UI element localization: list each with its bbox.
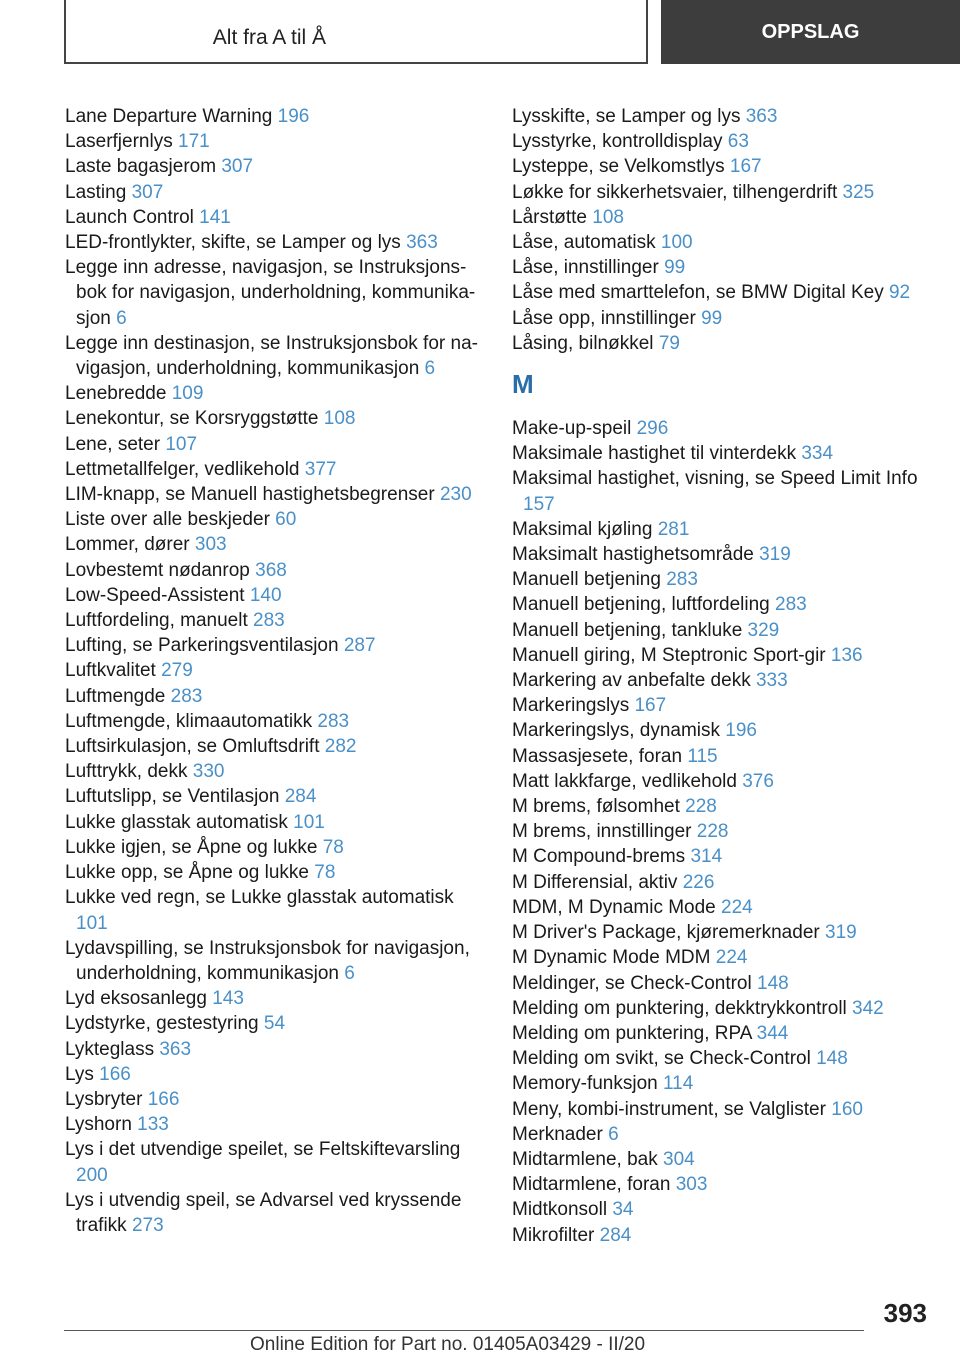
index-entry-text: Laste bagasjerom (65, 156, 217, 178)
index-entry (65, 558, 485, 583)
index-entry (512, 180, 932, 205)
index-entry-text: Laserfjernlys (65, 131, 173, 153)
index-page-link[interactable]: 6 (424, 358, 436, 380)
index-entry-text: Lommer, dører (65, 534, 190, 556)
index-entry-text: Midtkonsoll (512, 1199, 608, 1221)
index-entry (65, 129, 485, 154)
index-page-link[interactable]: 329 (747, 619, 780, 641)
index-page-link[interactable]: 101 (76, 912, 108, 934)
index-entry (512, 280, 932, 305)
index-page-link[interactable]: 284 (599, 1224, 632, 1246)
index-page-link[interactable]: 284 (284, 786, 317, 808)
index-page-link[interactable]: 283 (317, 710, 350, 732)
index-entry (65, 1087, 485, 1112)
index-entry-text: Lysstyrke, kontrolldisplay (512, 131, 723, 153)
index-entry (65, 1137, 485, 1187)
page-number: 393 (883, 1298, 927, 1328)
index-page-link[interactable]: 342 (852, 997, 884, 1019)
index-entry-text: Lys i det utvendige speilet, se Feltskiftevarsling (65, 1139, 461, 1161)
index-entry (65, 381, 485, 406)
index-entry (65, 532, 485, 557)
index-entry (65, 784, 485, 809)
index-entry (65, 180, 485, 205)
index-page-link[interactable]: 99 (701, 307, 723, 329)
index-entry (65, 885, 485, 935)
index-entry-text: M Dynamic Mode MDM (512, 947, 711, 969)
index-page-link[interactable]: 78 (322, 836, 344, 858)
index-page-link[interactable]: 171 (178, 131, 210, 153)
index-entry-text: Midtarmlene, foran (512, 1174, 671, 1196)
index-entry-text: Markeringslys, dynamisk (512, 720, 720, 742)
index-entry-text: Maksimal kjøling (512, 518, 653, 540)
index-page-link[interactable]: 107 (165, 433, 198, 455)
index-page-link[interactable]: 303 (675, 1174, 708, 1196)
index-entry-text: Launch Control (65, 206, 194, 228)
index-page-link[interactable]: 304 (663, 1148, 695, 1170)
index-entry (65, 1062, 485, 1087)
index-entry (65, 331, 485, 381)
index-page-link[interactable]: 224 (721, 896, 753, 918)
index-entry (512, 567, 932, 592)
index-entry-text: Lufttrykk, dekk (65, 761, 188, 783)
index-entry (65, 633, 485, 658)
index-page-link[interactable]: 314 (690, 846, 723, 868)
index-entry (512, 255, 932, 280)
index-entry (512, 920, 932, 945)
index-entry (512, 1172, 932, 1197)
index-entry (65, 835, 485, 860)
index-entry-text: Maksimale hastighet til vinterdekk (512, 443, 797, 465)
index-entry-text: Liste over alle beskjeder (65, 509, 270, 531)
index-entry (65, 936, 485, 986)
index-entry (512, 870, 932, 895)
index-entry (65, 1188, 485, 1238)
index-entry-text: Midtarmlene, bak (512, 1148, 658, 1170)
index-entry-text: Meny, kombi-instrument, se Valglister (512, 1098, 826, 1120)
index-page-link[interactable]: 148 (816, 1048, 848, 1070)
index-entry (512, 794, 932, 819)
index-page-link[interactable]: 344 (756, 1022, 789, 1044)
index-entry (65, 406, 485, 431)
index-entry-text: Matt lakkfarge, vedlikehold (512, 770, 737, 792)
index-entry-text: LIM-knapp, se Manuell hastighetsbegrenser (65, 484, 435, 506)
index-entry (512, 618, 932, 643)
index-entry (65, 608, 485, 633)
index-entry (512, 542, 932, 567)
index-entry-text: Låsing, bilnøkkel (512, 332, 654, 354)
index-entry-text: Luftmengde, klimaautomatikk (65, 710, 313, 732)
index-page-link[interactable]: 224 (715, 947, 748, 969)
index-page-link[interactable]: 99 (664, 257, 686, 279)
index-entry-text: M Differensial, aktiv (512, 871, 678, 893)
index-entry (65, 1112, 485, 1137)
index-entry (65, 658, 485, 683)
index-page-link[interactable]: 282 (324, 736, 357, 758)
index-entry (512, 416, 932, 441)
index-entry-text: Lettmetallfelger, vedlikehold (65, 458, 300, 480)
index-entry-text: Meldinger, se Check-Control (512, 972, 752, 994)
index-entry-text: Lufting, se Parkeringsventilasjon (65, 635, 339, 657)
index-entry-text: Låse, innstillinger (512, 257, 659, 279)
index-page-link[interactable]: 296 (636, 418, 669, 440)
index-entry-text: M brems, følsomhet (512, 796, 680, 818)
index-page-link[interactable]: 63 (727, 131, 749, 153)
index-page-link[interactable]: 54 (263, 1013, 286, 1035)
index-page-link[interactable]: 167 (634, 695, 667, 717)
index-entry-text: Make-up-speil (512, 418, 632, 440)
index-entry-text: Lukke igjen, se Åpne og lukke (65, 836, 318, 858)
index-entry-text: Låse med smarttelefon, se BMW Digital Key (512, 282, 884, 304)
index-entry-text: Lene, seter (65, 433, 161, 455)
index-entry-text: Lysbryter (65, 1088, 143, 1110)
index-page-link[interactable]: 133 (137, 1114, 169, 1136)
index-entry (512, 895, 932, 920)
index-entry (65, 1037, 485, 1062)
index-entry-text: Lys i utvendig speil, se Advarsel ved kryssende trafikk (65, 1189, 462, 1236)
index-entry-text: Melding om punktering, RPA (512, 1022, 752, 1044)
index-entry (512, 104, 932, 129)
index-entry (512, 1046, 932, 1071)
index-page-link[interactable]: 283 (775, 594, 807, 616)
index-entry-text: Luftsirkulasjon, se Omluftsdrift (65, 736, 320, 758)
index-entry-text: Manuell betjening (512, 569, 661, 591)
index-page-link[interactable]: 334 (801, 443, 834, 465)
index-entry (512, 517, 932, 542)
index-entry (512, 971, 932, 996)
index-entry (512, 205, 932, 230)
index-entry (512, 441, 932, 466)
index-page-link[interactable]: 157 (523, 493, 555, 515)
index-page-link[interactable]: 230 (439, 484, 472, 506)
index-entry-text: Mikrofilter (512, 1224, 595, 1246)
index-page-link[interactable]: 283 (666, 569, 698, 591)
index-group-l-continued (512, 104, 932, 356)
index-entry (512, 1071, 932, 1096)
index-entry (65, 457, 485, 482)
index-entry-text: Luftkvalitet (65, 660, 156, 682)
index-entry (65, 583, 485, 608)
index-entry (512, 643, 932, 668)
index-page-link[interactable]: 376 (742, 770, 774, 792)
index-entry-text: Lys (65, 1063, 94, 1085)
index-entry-text: Manuell giring, M Steptronic Sport-gir (512, 644, 826, 666)
index-page-link[interactable]: 363 (159, 1038, 192, 1060)
index-entry-text: Markering av anbefalte dekk (512, 670, 751, 692)
index-page-link[interactable]: 167 (729, 156, 762, 178)
index-entry-text: Lydstyrke, gestestyring (65, 1013, 259, 1035)
index-entry (512, 466, 932, 516)
index-page-link[interactable]: 363 (406, 232, 438, 254)
index-entry (512, 1223, 932, 1248)
index-entry-text: Lane Departure Warning (65, 106, 273, 127)
index-entry-text: Lysskifte, se Lamper og lys (512, 106, 741, 127)
index-entry-text: Lukke glasstak automatisk (65, 811, 288, 833)
index-page-link[interactable]: 200 (76, 1164, 108, 1186)
index-entry-text: Lårstøtte (512, 206, 587, 228)
index-entry-text: Merknader (512, 1123, 603, 1145)
index-entry-text: M brems, innstillinger (512, 821, 692, 843)
index-entry-text: Lykteglass (65, 1038, 155, 1060)
index-entry-text: M Compound-brems (512, 846, 686, 868)
index-entry (65, 104, 485, 129)
index-entry (512, 129, 932, 154)
index-entry (512, 592, 932, 617)
index-entry (65, 986, 485, 1011)
index-entry-text: Manuell betjening, tankluke (512, 619, 743, 641)
index-entry (65, 860, 485, 885)
index-entry (512, 1197, 932, 1222)
index-entry (512, 154, 932, 179)
index-entry-text: Melding om punktering, dekktrykkontroll (512, 997, 847, 1019)
index-page-link[interactable]: 100 (660, 232, 693, 254)
index-entry (512, 1097, 932, 1122)
index-page-link[interactable]: 226 (682, 871, 715, 893)
index-entry (512, 693, 932, 718)
index-entry-text: Massasjesete, foran (512, 745, 683, 767)
header-frame (64, 0, 648, 64)
index-column-left (65, 104, 485, 1238)
index-entry-text: Løkke for sikkerhetsvaier, tilhengerdrift (512, 181, 838, 203)
index-page-link[interactable]: 363 (745, 106, 778, 127)
index-page-link[interactable]: 6 (116, 307, 127, 329)
index-page-link[interactable]: 148 (757, 972, 789, 994)
index-entry (65, 759, 485, 784)
index-entry (512, 718, 932, 743)
index-page-link[interactable]: 60 (275, 509, 297, 531)
index-entry (65, 507, 485, 532)
index-entry (65, 482, 485, 507)
index-entry (512, 1147, 932, 1172)
index-entry-text: Lysteppe, se Velkomstlys (512, 156, 725, 178)
index-entry-text: Luftutslipp, se Ventilasjon (65, 786, 280, 808)
index-entry (65, 1011, 485, 1036)
index-page-link[interactable]: 143 (212, 988, 244, 1010)
index-entry (65, 810, 485, 835)
index-page-link[interactable]: 115 (687, 745, 718, 767)
index-entry-text: Lenekontur, se Korsryggstøtte (65, 408, 319, 430)
index-entry (512, 996, 932, 1021)
index-page-link[interactable]: 333 (755, 670, 788, 692)
index-page-link[interactable]: 196 (277, 106, 310, 127)
index-entry-text: Luftfordeling, manuelt (65, 610, 248, 632)
index-page-link[interactable]: 196 (725, 720, 757, 742)
index-entry (512, 769, 932, 794)
index-entry (65, 205, 485, 230)
index-page-link[interactable]: 140 (249, 584, 282, 606)
index-entry-text: Lenebredde (65, 383, 167, 405)
index-page-link[interactable]: 273 (131, 1214, 164, 1236)
index-entry-text: Lukke opp, se Åpne og lukke (65, 862, 310, 884)
index-entry-text: Lyd eksosanlegg (65, 988, 207, 1010)
index-entry (512, 331, 932, 356)
index-page-link[interactable]: 228 (696, 821, 729, 843)
index-entry-text: Lyshorn (65, 1114, 132, 1136)
index-entry-text: Memory-funksjon (512, 1073, 658, 1095)
index-entry-text: Lydavspilling, se Instruksjonsbok for navigasjon, underholdning, kommunikasjon (65, 937, 470, 984)
index-group-m (512, 416, 932, 1248)
index-entry-text: Maksimalt hastighetsområde (512, 544, 754, 566)
index-page-link[interactable]: 279 (161, 660, 193, 682)
index-entry-text: Låse, automatisk (512, 232, 656, 254)
index-page-link[interactable]: 109 (171, 383, 204, 405)
index-entry-text: Markeringslys (512, 695, 630, 717)
index-page-link[interactable]: 92 (888, 282, 911, 304)
index-entry (512, 306, 932, 331)
section-tab-label: OPPSLAG (761, 20, 860, 43)
section-title: Alt fra A til Å (212, 26, 326, 49)
letter-heading: M (512, 369, 534, 400)
index-page-link[interactable]: 319 (759, 544, 791, 566)
index-page-link[interactable]: 368 (255, 559, 287, 581)
index-page-link[interactable]: 6 (608, 1123, 619, 1145)
index-page-link[interactable]: 108 (592, 206, 624, 228)
footer-divider (64, 1330, 864, 1331)
index-entry (512, 230, 932, 255)
index-page-link[interactable]: 160 (831, 1098, 863, 1120)
index-entry-text: Lovbestemt nødanrop (65, 559, 250, 581)
index-page-link[interactable]: 78 (314, 862, 336, 884)
index-entry-text: Lukke ved regn, se Lukke glasstak automatisk (65, 887, 454, 909)
index-entry-text: Legge inn adresse, navigasjon, se Instruksjonsbok for navigasjon, underholdning, kommunikasjon (65, 257, 476, 329)
index-entry (512, 668, 932, 693)
index-page-link[interactable]: 330 (192, 761, 225, 783)
index-entry-text: Legge inn destinasjon, se Instruksjonsbok for navigasjon, underholdning, kommunikasjon (65, 332, 478, 380)
index-entry (512, 744, 932, 769)
index-page-link[interactable]: 166 (147, 1088, 180, 1110)
index-page-link[interactable]: 114 (663, 1073, 694, 1095)
index-page-link[interactable]: 108 (323, 408, 356, 430)
index-entry (65, 432, 485, 457)
index-page-link[interactable]: 319 (825, 922, 857, 944)
index-page-link[interactable]: 101 (293, 811, 325, 833)
index-entry-text: Låse opp, innstillinger (512, 307, 696, 329)
index-page-link[interactable]: 228 (685, 796, 717, 818)
index-entry-text: Maksimal hastighet, visning, se Speed Limit Info (512, 468, 918, 490)
footer-edition: Online Edition for Part no. 01405A03429 - II/20 (250, 1334, 646, 1355)
index-entry (512, 945, 932, 970)
index-entry-text: Low-Speed-Assistent (65, 584, 245, 606)
index-page-link[interactable]: 136 (830, 644, 863, 666)
index-page-link[interactable]: 325 (842, 181, 875, 203)
index-entry-text: M Driver's Package, kjøremerknader (512, 922, 820, 944)
index-entry-text: Manuell betjening, luftfordeling (512, 594, 770, 616)
index-page-link[interactable]: 307 (221, 156, 254, 178)
index-entry (65, 709, 485, 734)
index-page-link[interactable]: 303 (194, 534, 227, 556)
index-entry (65, 684, 485, 709)
index-entry (512, 1021, 932, 1046)
index-entry (65, 255, 485, 331)
index-page-link[interactable]: 166 (99, 1063, 131, 1085)
index-entry (512, 1122, 932, 1147)
index-entry (65, 734, 485, 759)
index-entry (512, 844, 932, 869)
index-page-link[interactable]: 287 (343, 635, 376, 657)
index-column-right (512, 104, 932, 1248)
index-page-link[interactable]: 79 (658, 332, 680, 354)
index-entry-text: Melding om svikt, se Check-Control (512, 1048, 811, 1070)
index-page-link[interactable]: 34 (612, 1199, 634, 1221)
index-entry (512, 819, 932, 844)
index-page-link[interactable]: 377 (304, 458, 337, 480)
index-page-link[interactable]: 6 (344, 962, 355, 984)
index-page-link[interactable]: 307 (131, 181, 164, 203)
index-entry-text: LED-frontlykter, skifte, se Lamper og lys (65, 232, 401, 254)
index-entry (65, 154, 485, 179)
index-page-link[interactable]: 281 (657, 518, 690, 540)
index-entry-text: MDM, M Dynamic Mode (512, 896, 716, 918)
index-entry (65, 230, 485, 255)
index-page-link[interactable]: 283 (253, 610, 285, 632)
section-tab[interactable] (661, 0, 960, 64)
index-page-link[interactable]: 283 (170, 685, 203, 707)
index-entry-text: Lasting (65, 181, 127, 203)
index-entry-text: Luftmengde (65, 685, 166, 707)
index-page-link[interactable]: 141 (199, 206, 231, 228)
